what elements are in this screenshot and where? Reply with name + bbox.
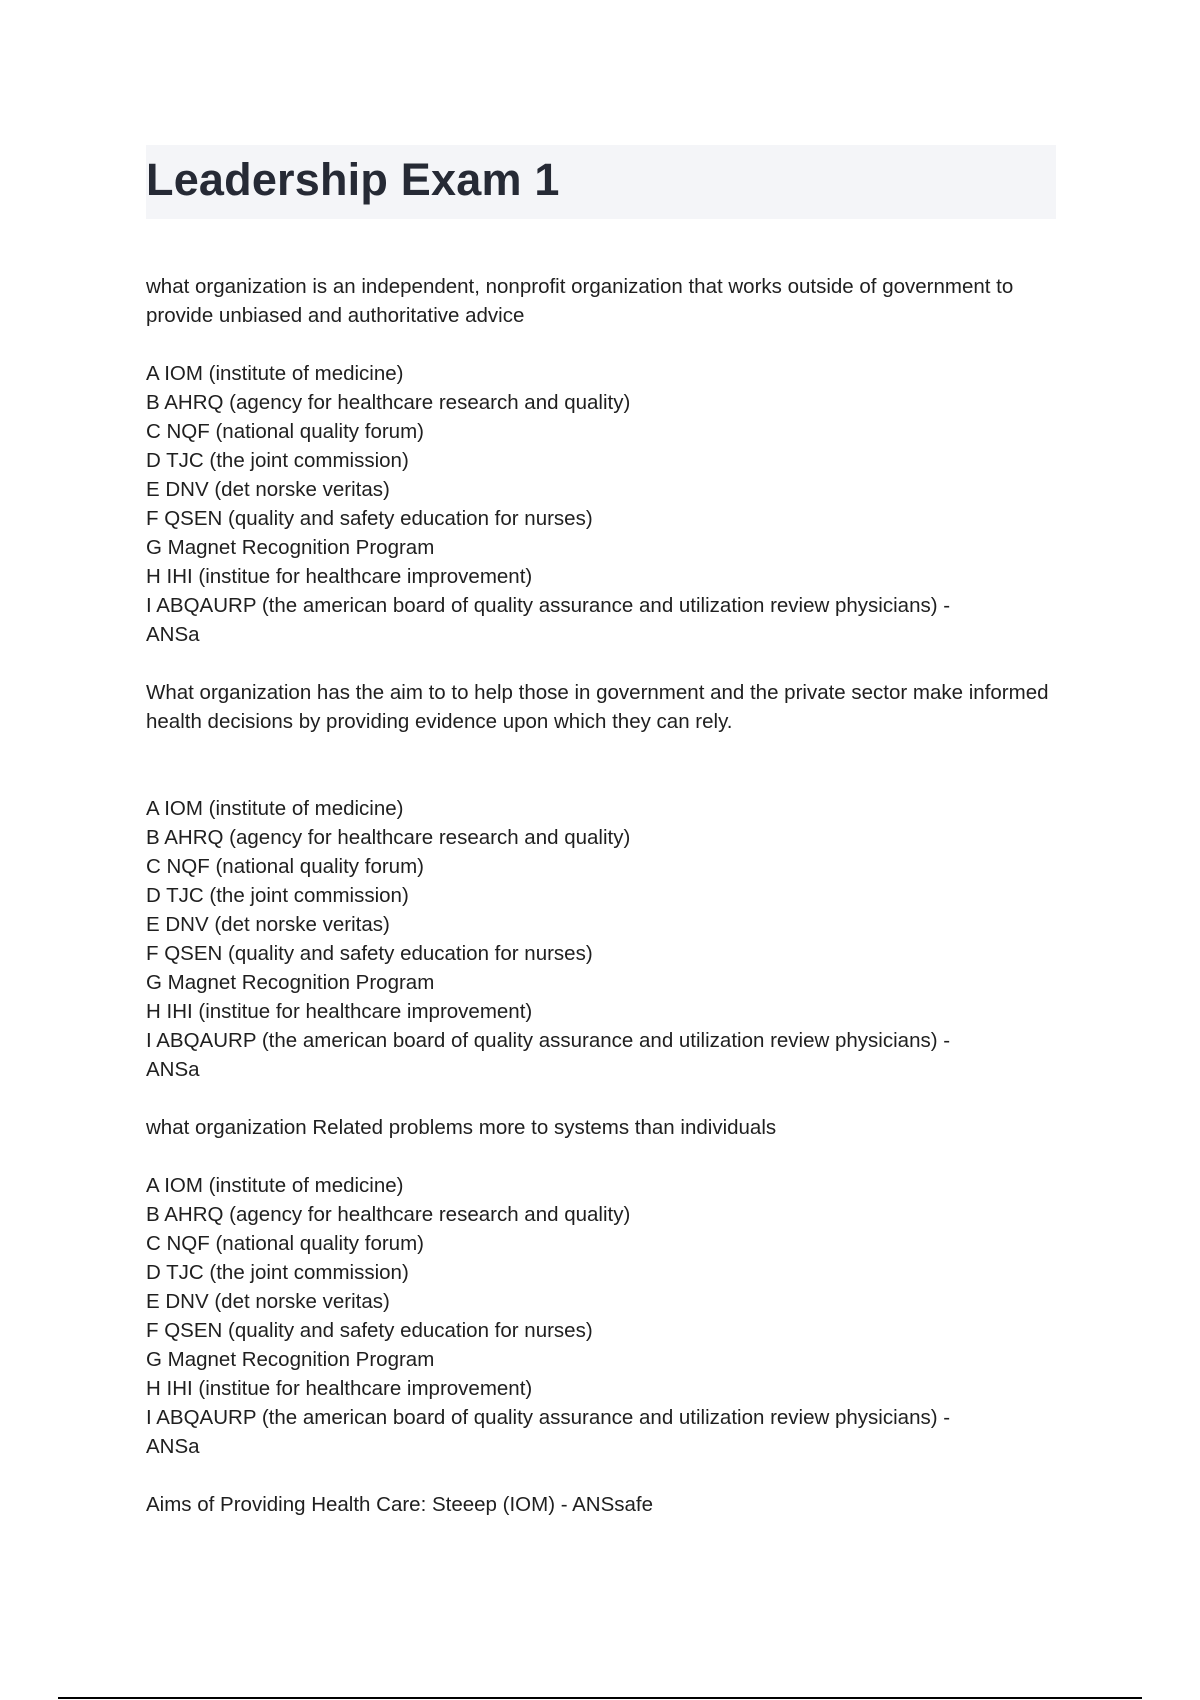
option-item: G Magnet Recognition Program (146, 971, 435, 994)
page-footer-divider (58, 1697, 1142, 1699)
option-item: C NQF (national quality forum) (146, 1232, 424, 1255)
option-item: E DNV (det norske veritas) (146, 478, 390, 501)
option-item: C NQF (national quality forum) (146, 855, 424, 878)
question-text: What organization has the aim to to help those in government and the private sector make informed health decisions by providing evidence upon which they can rely. (146, 681, 1055, 733)
option-item: I ABQAURP (the american board of quality assurance and utilization review physicians) - (146, 594, 951, 617)
option-item: E DNV (det norske veritas) (146, 913, 390, 936)
option-item: B AHRQ (agency for healthcare research and quality) (146, 1203, 631, 1226)
option-item: G Magnet Recognition Program (146, 1348, 435, 1371)
option-item: D TJC (the joint commission) (146, 884, 409, 907)
option-item: B AHRQ (agency for healthcare research and quality) (146, 826, 631, 849)
question-block (146, 1490, 1056, 1519)
question-text: what organization Related problems more to systems than individuals (146, 1116, 777, 1139)
answer-text: ANSa (146, 623, 200, 646)
question-text: what organization is an independent, nonprofit organization that works outside of government to provide unbiased and authoritative advice (146, 275, 1019, 327)
question-block (146, 1113, 1056, 1461)
option-item: A IOM (institute of medicine) (146, 362, 404, 385)
option-list (146, 794, 1056, 1055)
option-item: H IHI (institue for healthcare improvement) (146, 1000, 533, 1023)
option-item: H IHI (institue for healthcare improvement) (146, 1377, 533, 1400)
option-item: A IOM (institute of medicine) (146, 1174, 404, 1197)
option-list (146, 359, 1056, 620)
question-block (146, 272, 1056, 649)
option-item: G Magnet Recognition Program (146, 536, 435, 559)
option-item: B AHRQ (agency for healthcare research and quality) (146, 391, 631, 414)
option-item: C NQF (national quality forum) (146, 420, 424, 443)
option-list (146, 1171, 1056, 1432)
option-item: I ABQAURP (the american board of quality assurance and utilization review physicians) - (146, 1406, 951, 1429)
question-text: Aims of Providing Health Care: Steeep (IOM) - ANSsafe (146, 1493, 654, 1516)
document-body (146, 272, 1056, 1548)
page-title: Leadership Exam 1 (146, 154, 560, 205)
option-item: E DNV (det norske veritas) (146, 1290, 390, 1313)
answer-text: ANSa (146, 1435, 200, 1458)
option-item: A IOM (institute of medicine) (146, 797, 404, 820)
option-item: I ABQAURP (the american board of quality assurance and utilization review physicians) - (146, 1029, 951, 1052)
option-item: D TJC (the joint commission) (146, 449, 409, 472)
option-item: D TJC (the joint commission) (146, 1261, 409, 1284)
answer-text: ANSa (146, 1058, 200, 1081)
option-item: H IHI (institue for healthcare improvement) (146, 565, 533, 588)
title-band (146, 145, 1056, 219)
option-item: F QSEN (quality and safety education for nurses) (146, 942, 593, 965)
option-item: F QSEN (quality and safety education for nurses) (146, 507, 593, 530)
option-item: F QSEN (quality and safety education for nurses) (146, 1319, 593, 1342)
question-block (146, 678, 1056, 1084)
